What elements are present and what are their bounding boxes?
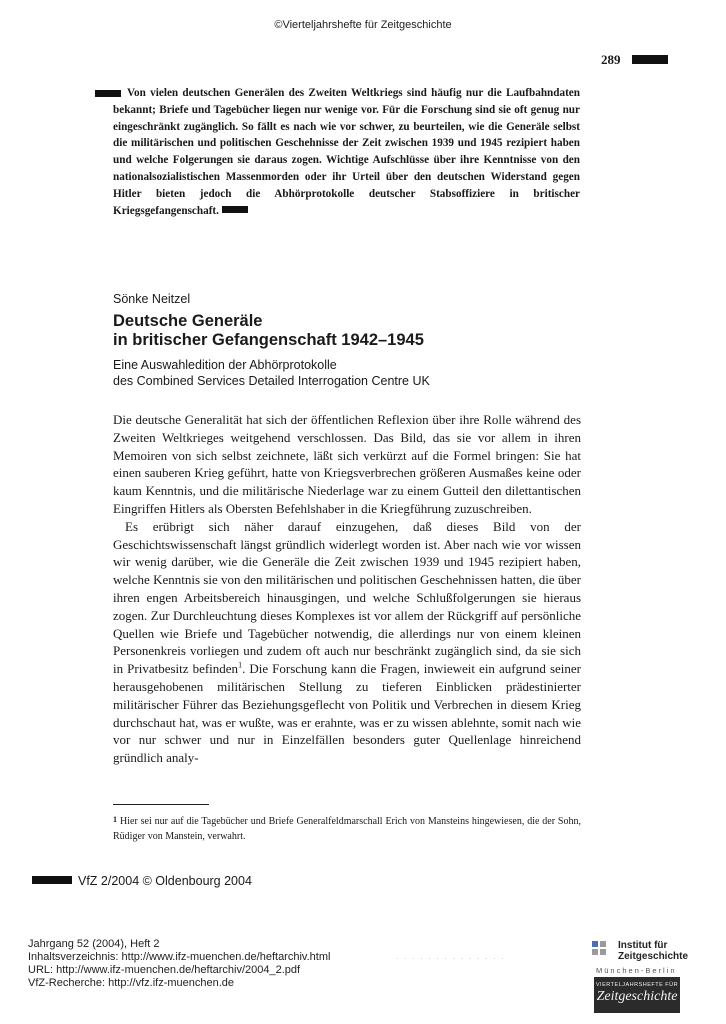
paragraph-1: Die deutsche Generalität hat sich der öffentlichen Reflexion über ihre Rolle während des Zweiten Weltkrieges weitgehend verschlossen. Das Bild, das sie vor allem in ihren Memoiren von sich selbst zeichnete, läßt sich verkürzt auf die Formel bringen: Sie hat einen sauberen Krieg geführt, hatte von Kriegsverbrechen größeren Ausmaßes keine oder kaum Kenntnis, und die militärische Niederlage war zu einem Gutteil den dilettantischen Eingriffen Hitlers als Obersten Befehlshaber in die Kriegführung zuzuschreiben. (113, 412, 581, 516)
logo-title-line1: Institut für (618, 940, 668, 951)
footnote-reference[interactable]: 1 (238, 660, 243, 670)
abstract-end-bar (222, 206, 248, 213)
archive-info (28, 938, 330, 990)
paragraph-2-part-1: Es erübrigt sich näher darauf einzugehen, daß dieses Bild von der Geschichtswissenschaft längst gründlich widerlegt worden ist. Aber nach wie vor wissen wir wenig darüber, wie die Generäle die Zeit zwischen 1939 und 1945 rezipiert haben, welche Kenntnis sie von den militärischen und politischen Geschehnissen hatten, die über ihren engen Arbeitsbereich hinausgingen, und welche Schlußfolgerungen sie hieraus zogen. Zur Durchleuchtung dieses Komplexes ist vor allem der Rückgriff auf persönliche Quellen wie Briefe und Tagebücher notwendig, die allerdings nur von einem kleinen Personenkreis vorliegen und zudem oft auch nur beschränkt zugänglich sind, da sie sich in Privatbesitz befinden (113, 518, 581, 677)
logo-badge-main: Zeitgeschichte (596, 989, 678, 1004)
article-body (113, 411, 581, 767)
article-subtitle-line1: Eine Auswahledition der Abhörprotokolle (113, 358, 337, 372)
paragraph-2-part-2: . Die Forschung kann die Fragen, inwieweit ein aufgrund seiner herausgehobenen militärischen Stellung zu tieferen Einblicken prädestinierter militärischer Führer das Beziehungsgeflecht von Politik und Verbrechen in diesem Krieg durchschaut hat, was er wußte, was er erahnte, was er zu wissen ablehnte, somit nach wie vor nur schwer und nur in Einzelfällen besonders guter Quellenlage hinreichend gründlich analy- (113, 661, 581, 766)
article-subtitle (113, 357, 583, 389)
footnote-number: 1 (113, 815, 117, 824)
specks: · · · · · · · · · · · · · · (396, 955, 506, 963)
article-title (113, 312, 583, 350)
article-subtitle-line2: des Combined Services Detailed Interrogation Centre UK (113, 374, 430, 388)
paragraph-2 (113, 518, 581, 767)
page-number: 289 (601, 52, 621, 67)
article-title-line2: in britischer Gefangenschaft 1942–1945 (113, 331, 424, 349)
abstract-lead-bar (95, 90, 121, 97)
abstract (113, 85, 580, 219)
logo-badge (594, 977, 680, 1013)
journal-footer (32, 874, 252, 888)
logo-badge-top: VIERTELJAHRSHEFTE FÜR (595, 982, 679, 988)
footnote-text: Hier sei nur auf die Tagebücher und Briefe Generalfeldmarschall Erich von Mansteins hingewiesen, die der Sohn, Rüdiger von Manstein, verwahrt. (113, 816, 581, 842)
logo-title-line2: Zeitgeschichte (618, 951, 689, 962)
footnote-rule (113, 804, 209, 805)
abstract-text: Von vielen deutschen Generälen des Zweiten Weltkriegs sind häufig nur die Laufbahndaten bekannt; Briefe und Tagebücher liegen nur wenige vor. Für die Forschung sind sie oft genug nur eingeschränkt zugänglich. So fällt es nach wie vor schwer, zu beurteilen, wie die Generäle selbst die militärischen und politischen Geschehnisse der Zeit zwischen 1939 und 1945 rezipiert haben und welche Folgerungen sie daraus zogen. Wichtige Aufschlüsse über ihre Kenntnisse von den nationalsozialistischen Massenmorden oder ihr Urteil über den deutschen Widerstand gegen Hitler bieten jedoch die Abhörprotokolle deutscher Stabsoffiziere in britischer Kriegsgefangenschaft. (113, 87, 580, 217)
page-number-bar (632, 55, 668, 64)
article-author: Sönke Neitzel (113, 292, 191, 306)
logo-title (618, 940, 688, 962)
archive-toc-link[interactable]: Inhaltsverzeichnis: http://www.ifz-muenchen.de/heftarchiv.html (28, 951, 331, 963)
logo-city: München-Berlin (596, 966, 677, 975)
footnote (113, 812, 581, 844)
archive-search-link[interactable]: VfZ-Recherche: http://vfz.ifz-muenchen.de (28, 977, 235, 989)
journal-footer-bar (32, 876, 72, 884)
copyright-notice: ©Vierteljahrshefte für Zeitgeschichte (274, 19, 452, 31)
archive-url-link[interactable]: URL: http://www.ifz-muenchen.de/heftarchiv/2004_2.pdf (28, 964, 301, 976)
article-title-line1: Deutsche Generäle (113, 312, 263, 330)
journal-footer-text: VfZ 2/2004 © Oldenbourg 2004 (78, 874, 252, 888)
archive-volume: Jahrgang 52 (2004), Heft 2 (28, 938, 160, 950)
logo-squares-icon (592, 941, 614, 957)
